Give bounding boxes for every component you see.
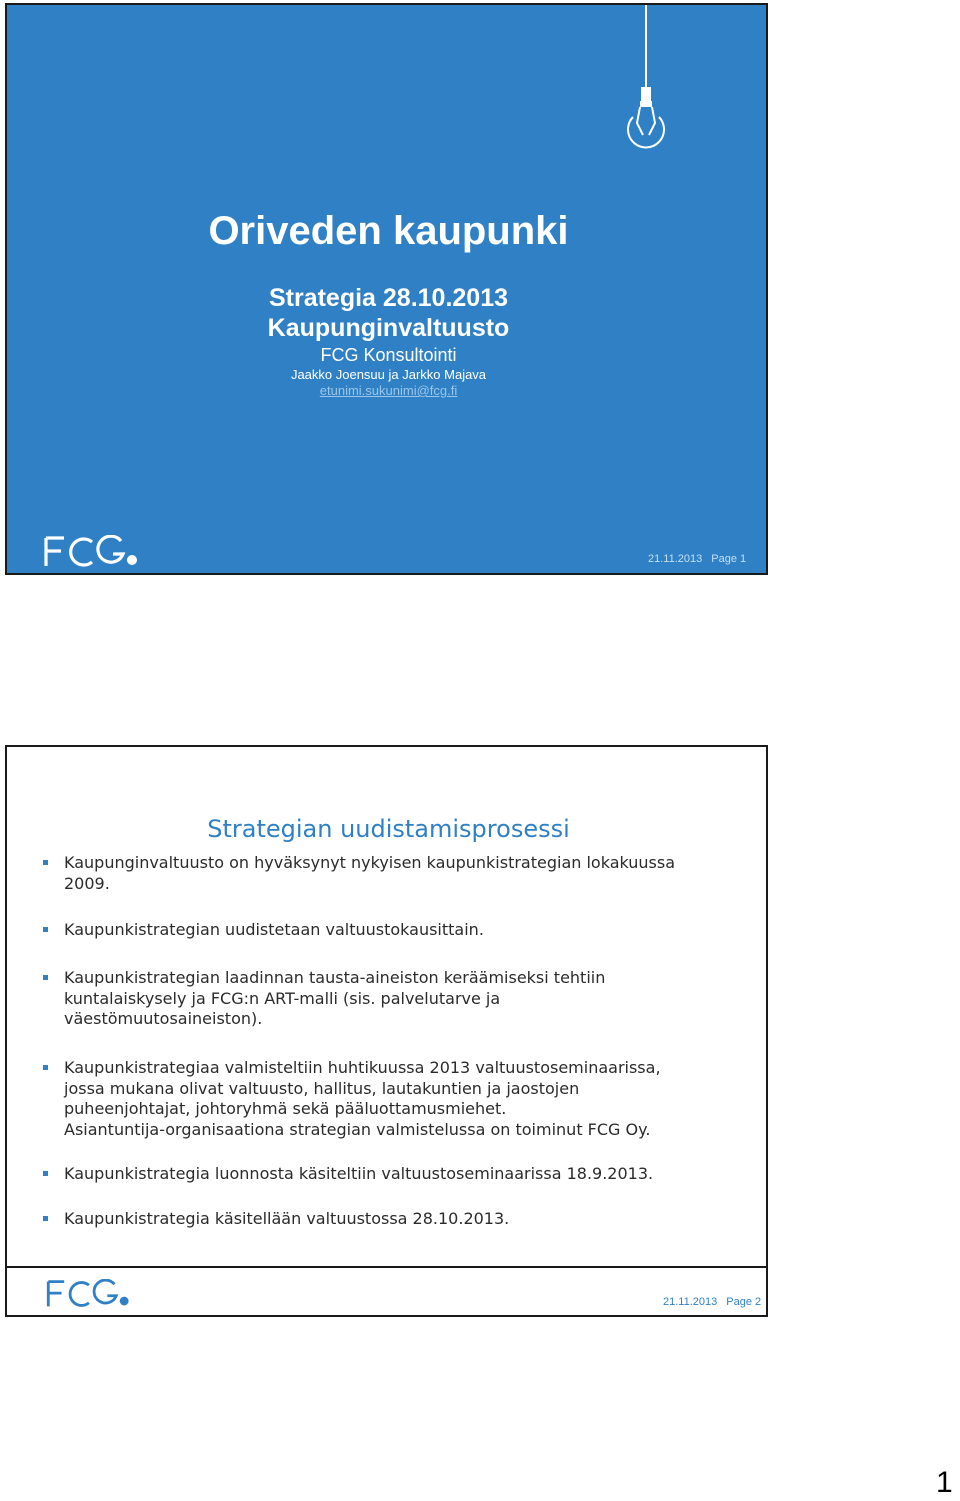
bullet-marker bbox=[43, 1216, 48, 1221]
bullet-item bbox=[43, 920, 743, 941]
subtitle-date: Strategia 28.10.2013 bbox=[268, 284, 509, 312]
slide-1 bbox=[5, 3, 768, 575]
slide-title: Oriveden kaupunki bbox=[208, 209, 569, 253]
bullet-marker bbox=[43, 860, 48, 865]
authors: Jaakko Joensuu ja Jarkko Majava bbox=[290, 367, 487, 382]
email-link[interactable]: etunimi.sukunimi@fcg.fi bbox=[319, 383, 458, 398]
bullet-marker bbox=[43, 927, 48, 932]
bullet-item bbox=[43, 1164, 743, 1185]
bullet-text: Kaupunkistrategian laadinnan tausta-aineiston keräämiseksi tehtiin kuntalaiskysely ja FCG:n ART-malli (sis. palvelutarve ja väestömuutosaineiston). bbox=[64, 968, 606, 1028]
slide-footer bbox=[648, 553, 746, 565]
slide-title: Strategian uudistamisprosessi bbox=[207, 815, 570, 843]
organization-name: FCG Konsultointi bbox=[320, 345, 457, 365]
bullet-item bbox=[43, 853, 743, 894]
slide-2 bbox=[5, 745, 768, 1317]
bullet-item bbox=[43, 1209, 743, 1230]
light-bulb-icon bbox=[623, 5, 683, 165]
slide-footer bbox=[663, 1296, 761, 1308]
bullet-marker bbox=[43, 1171, 48, 1176]
footer-date: 21.11.2013 bbox=[663, 1296, 718, 1308]
bullet-text: Kaupunkistrategia luonnosta käsiteltiin valtuustoseminaarissa 18.9.2013. bbox=[64, 1164, 654, 1183]
bullet-text: Kaupunkistrategian uudistetaan valtuustokausittain. bbox=[64, 920, 484, 939]
bullet-item bbox=[43, 968, 743, 1030]
footer-divider bbox=[7, 1266, 766, 1268]
footer-page: Page 2 bbox=[726, 1296, 762, 1308]
bullet-text: Kaupunginvaltuusto on hyväksynyt nykyisen kaupunkistrategian lokakuussa 2009. bbox=[64, 853, 676, 893]
fcg-logo bbox=[43, 535, 139, 569]
bullet-text: Kaupunkistrategia käsitellään valtuustossa 28.10.2013. bbox=[64, 1209, 510, 1228]
fcg-logo bbox=[44, 1279, 132, 1309]
footer-page: Page 1 bbox=[711, 553, 747, 565]
page-number: 1 bbox=[936, 1466, 953, 1499]
bullet-marker bbox=[43, 1065, 48, 1070]
subtitle-council: Kaupunginvaltuusto bbox=[267, 314, 510, 342]
bullet-text: Kaupunkistrategiaa valmisteltiin huhtikuussa 2013 valtuustoseminaarissa, jossa mukana olivat valtuusto, hallitus, lautakuntien ja jaostojen puheenjohtajat, johtoryhmä sekä pääluottamusmiehet. Asiantuntija-organisaationa strategian valmistelussa on toiminut FCG Oy. bbox=[64, 1058, 661, 1139]
bullet-item bbox=[43, 1058, 743, 1140]
footer-date: 21.11.2013 bbox=[648, 553, 703, 565]
bullet-marker bbox=[43, 975, 48, 980]
